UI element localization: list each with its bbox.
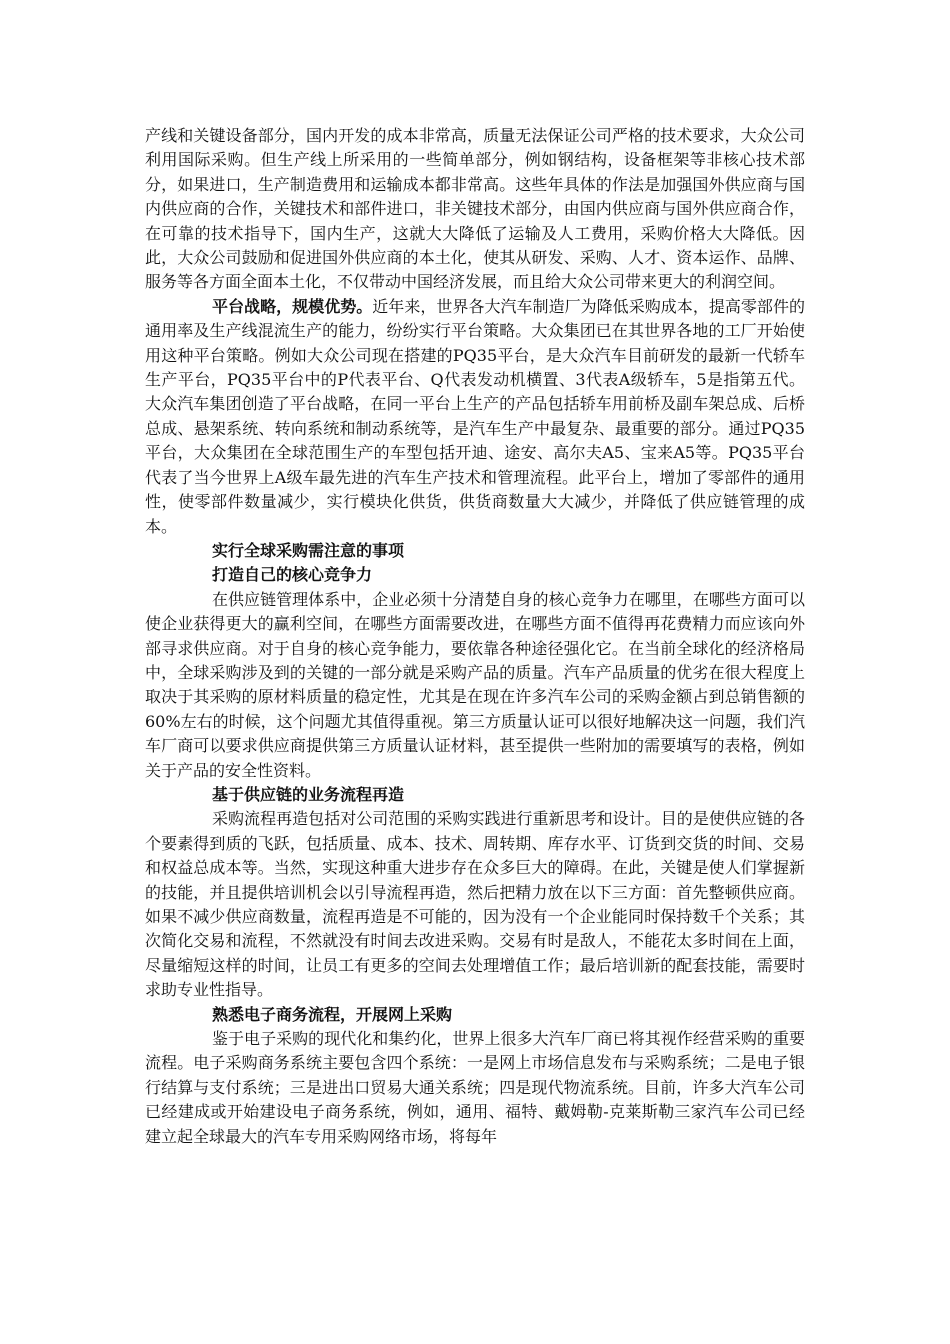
paragraph-lead: 平台战略，规模优势。	[212, 296, 373, 316]
document-page	[145, 124, 805, 1149]
paragraph-localization: 产线和关键设备部分，国内开发的成本非常高，质量无法保证公司严格的技术要求，大众公司利用国际采购。但生产线上所采用的一些简单部分，例如钢结构，设备框架等非核心技术部分，如果进口，生产制造费用和运输成本都非常高。这些年具体的作法是加强国外供应商与国内供应商的合作，关键技术和部件进口，非关键技术部分，由国内供应商与国外供应商合作，在可靠的技术指导下，国内生产，这就大大降低了运输及人工费用，采购价格大大降低。因此，大众公司鼓励和促进国外供应商的本土化，使其从研发、采购、人才、资本运作、品牌、服务等各方面全面本土化，不仅带动中国经济发展，而且给大众公司带来更大的利润空间。	[145, 126, 805, 292]
paragraph-platform-strategy	[145, 295, 805, 539]
paragraph-process-reengineering: 采购流程再造包括对公司范围的采购实践进行重新思考和设计。目的是使供应链的各个要素得到质的飞跃，包括质量、成本、技术、周转期、库存水平、订货到交货的时间、交易和权益总成本等。当然，实现这种重大进步存在众多巨大的障碍。在此，关键是使人们掌握新的技能，并且提供培训机会以引导流程再造，然后把精力放在以下三方面：首先整顿供应商。如果不减少供应商数量，流程再造是不可能的，因为没有一个企业能同时保持数千个关系；其次简化交易和流程，不然就没有时间去改进采购。交易有时是敌人，不能花太多时间在上面，尽量缩短这样的时间，让员工有更多的空间去处理增值工作；最后培训新的配套技能，需要时求助专业性指导。	[145, 809, 805, 1000]
section-heading: 实行全球采购需注意的事项	[212, 540, 405, 560]
subsection-heading-process-reengineering: 基于供应链的业务流程再造	[212, 784, 405, 804]
subsection-heading-core-competence: 打造自己的核心竞争力	[212, 565, 373, 585]
paragraph-body: 近年来，世界各大汽车制造厂为降低采购成本，提高零部件的通用率及生产线混流生产的能力，纷纷实行平台策略。大众集团已在其世界各地的工厂开始使用这种平台策略。例如大众公司现在搭建的PQ35平台，是大众汽车目前研发的最新一代轿车生产平台，PQ35平台中的P代表平台、Q代表发动机横置、3代表A级轿车，5是指第五代。大众汽车集团创造了平台战略，在同一平台上生产的产品包括轿车用前桥及副车架总成、后桥总成、悬架系统、转向系统和制动系统等，是汽车生产中最复杂、最重要的部分。通过PQ35平台，大众集团在全球范围生产的车型包括开迪、途安、高尔夫A5、宝来A5等。PQ35平台代表了当今世界上A级车最先进的汽车生产技术和管理流程。此平台上，增加了零部件的通用性，使零部件数量减少，实行模块化供货，供货商数量大大减少，并降低了供应链管理的成本。	[145, 296, 805, 536]
subsection-heading-e-procurement: 熟悉电子商务流程，开展网上采购	[212, 1004, 453, 1024]
paragraph-e-procurement: 鉴于电子采购的现代化和集约化，世界上很多大汽车厂商已将其视作经营采购的重要流程。电子采购商务系统主要包含四个系统：一是网上市场信息发布与采购系统；二是电子银行结算与支付系统；三是进出口贸易大通关系统；四是现代物流系统。目前，许多大汽车公司已经建成或开始建设电子商务系统，例如，通用、福特、戴姆勒-克莱斯勒三家汽车公司已经建立起全球最大的汽车专用采购网络市场，将每年	[145, 1029, 805, 1146]
paragraph-core-competence: 在供应链管理体系中，企业必须十分清楚自身的核心竞争力在哪里，在哪些方面可以使企业获得更大的赢利空间，在哪些方面需要改进，在哪些方面不值得再花费精力而应该向外部寻求供应商。对于自身的核心竞争能力，要依靠各种途径强化它。在当前全球化的经济格局中，全球采购涉及到的关键的一部分就是采购产品的质量。汽车产品质量的优劣在很大程度上取决于其采购的原材料质量的稳定性，尤其是在现在许多汽车公司的采购金额占到总销售额的60%左右的时候，这个问题尤其值得重视。第三方质量认证可以很好地解决这一问题，我们汽车厂商可以要求供应商提供第三方质量认证材料，甚至提供一些附加的需要填写的表格，例如关于产品的安全性资料。	[145, 589, 805, 780]
